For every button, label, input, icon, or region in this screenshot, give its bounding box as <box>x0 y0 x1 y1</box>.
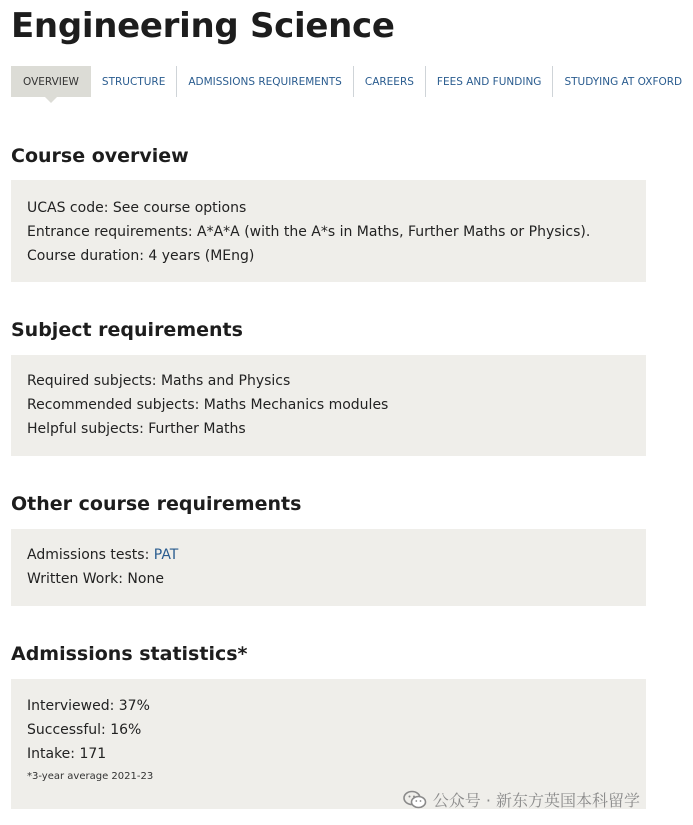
watermark <box>403 788 640 811</box>
entrance-requirements-row <box>27 220 630 244</box>
tab-fees-and-funding[interactable]: FEES AND FUNDING <box>425 66 553 97</box>
helpful-subjects-value: Further Maths <box>148 421 246 437</box>
recommended-subjects-row <box>27 393 630 417</box>
watermark-text: 公众号 · 新东方英国本科留学 <box>432 791 640 810</box>
recommended-subjects-label: Recommended subjects: <box>27 397 204 413</box>
subject-requirements-box <box>11 355 646 456</box>
tab-studying-at-oxford[interactable]: STUDYING AT OXFORD <box>552 66 693 97</box>
tab-admissions-requirements[interactable]: ADMISSIONS REQUIREMENTS <box>176 66 353 97</box>
course-duration-label: Course duration: <box>27 248 149 264</box>
page-title: Engineering Science <box>11 6 395 46</box>
recommended-subjects-value: Maths Mechanics modules <box>203 397 389 413</box>
course-tabs <box>11 66 693 97</box>
written-work-label: Written Work: <box>27 571 128 587</box>
successful-value: 16% <box>110 722 142 738</box>
other-requirements-box <box>11 529 646 606</box>
pat-link[interactable]: PAT <box>153 547 179 563</box>
successful-row <box>27 718 630 742</box>
helpful-subjects-label: Helpful subjects: <box>27 421 149 437</box>
ucas-code-value: See course options <box>112 200 247 216</box>
required-subjects-row <box>27 369 630 393</box>
successful-label: Successful: <box>27 722 111 738</box>
entrance-requirements-value: A*A*A (with the A*s in Maths, Further Maths or Physics). <box>197 224 591 240</box>
helpful-subjects-row <box>27 417 630 441</box>
admissions-tests-row <box>27 543 630 567</box>
interviewed-row <box>27 694 630 718</box>
required-subjects-value: Maths and Physics <box>160 373 291 389</box>
required-subjects-label: Required subjects: <box>27 373 161 389</box>
course-overview-box <box>11 180 646 282</box>
course-overview-heading: Course overview <box>11 145 189 167</box>
admissions-statistics-heading: Admissions statistics* <box>11 643 248 665</box>
wechat-icon <box>403 790 427 810</box>
interviewed-value: 37% <box>118 698 150 714</box>
written-work-value: None <box>127 571 164 587</box>
tab-overview[interactable]: OVERVIEW <box>11 66 91 97</box>
subject-requirements-heading: Subject requirements <box>11 319 243 341</box>
intake-value: 171 <box>79 746 107 762</box>
tab-structure[interactable]: STRUCTURE <box>101 75 166 88</box>
course-duration-row <box>27 244 630 268</box>
entrance-requirements-label: Entrance requirements: <box>27 224 198 240</box>
course-duration-value: 4 years (MEng) <box>148 248 255 264</box>
admissions-tests-label: Admissions tests: <box>27 547 154 563</box>
ucas-code-label: UCAS code: <box>27 200 113 216</box>
interviewed-label: Interviewed: <box>27 698 119 714</box>
intake-row <box>27 742 630 766</box>
other-requirements-heading: Other course requirements <box>11 493 302 515</box>
intake-label: Intake: <box>27 746 80 762</box>
statistics-footnote: *3-year average 2021-23 <box>27 771 154 782</box>
tab-careers[interactable]: CAREERS <box>353 66 425 97</box>
ucas-code-row <box>27 196 630 220</box>
written-work-row <box>27 567 630 591</box>
